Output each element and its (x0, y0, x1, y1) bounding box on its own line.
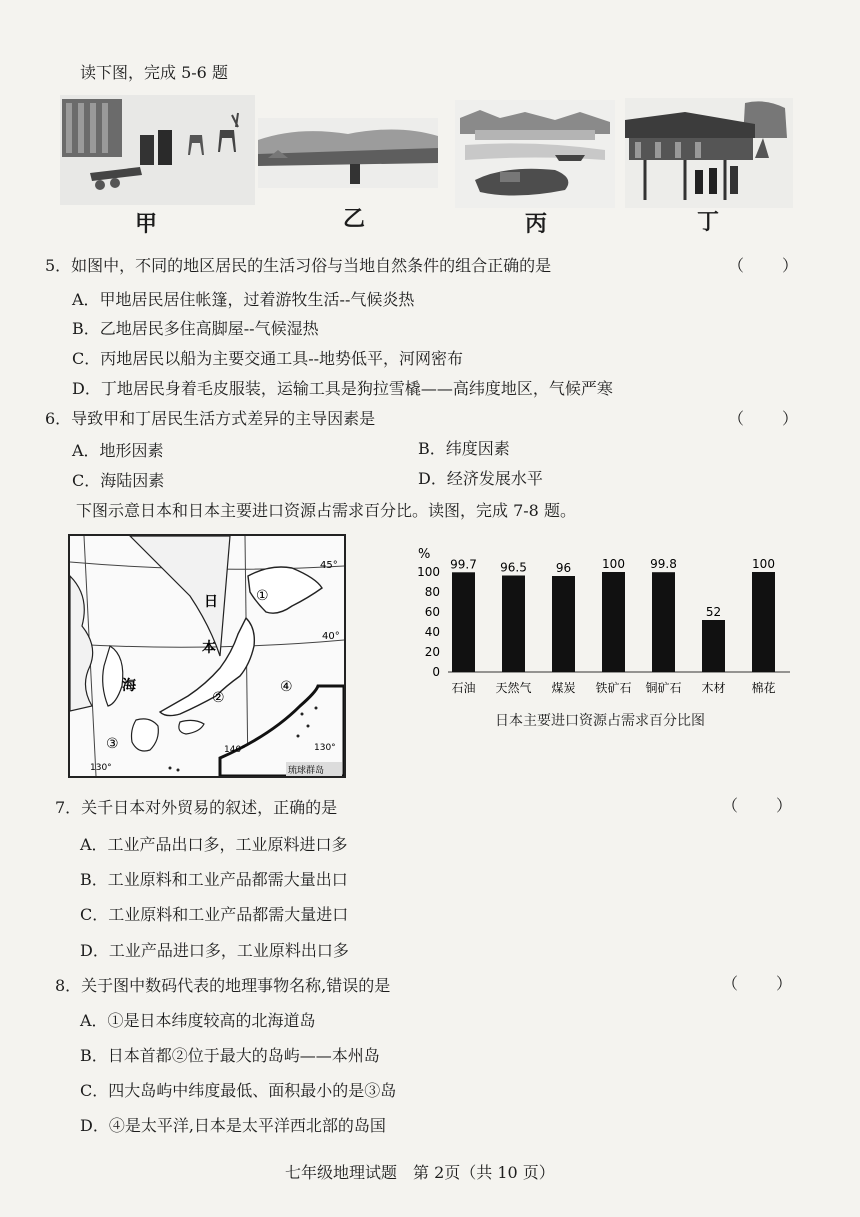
chart-y-ticks (417, 565, 440, 679)
chart-value-label: 99.7 (450, 557, 477, 572)
map-inset-label: 琉球群岛 (288, 766, 325, 776)
chart-ytick-label: 0 (432, 665, 440, 679)
chart-value-label: 96 (555, 561, 572, 575)
label-ding: 丁 (697, 210, 720, 235)
label-bing: 丙 (525, 212, 548, 237)
chart-ytick-label: 80 (424, 585, 440, 599)
lon-label-130-inset: 130° (314, 743, 336, 753)
lon-label-130: 130° (90, 763, 112, 773)
chart-bar-棉花 (752, 572, 775, 672)
photo-bing-river-boats (455, 100, 615, 208)
chart-category-label: 铁矿石 (595, 681, 632, 695)
q5-stem: 5．如图中，不同的地区居民的生活习俗与当地自然条件的组合正确的是 (45, 256, 552, 275)
q8-answer-blank[interactable]: （ ） (722, 974, 795, 993)
q5-option-c: C．丙地居民以船为主要交通工具--地势低平，河网密布 (72, 349, 464, 368)
photo-ding-stilt-house (625, 98, 793, 208)
chart-bar-天然气 (502, 576, 525, 673)
import-bar-chart (400, 540, 800, 705)
chart-category-label: 煤炭 (551, 681, 576, 695)
chart-category-label: 天然气 (495, 681, 532, 695)
lat-label-45: 45° (320, 560, 338, 571)
map-num-1: ① (256, 588, 269, 604)
q7-option-c: C．工业原料和工业产品都需大量进口 (80, 905, 349, 924)
chart-value-label: 99.8 (650, 557, 677, 572)
map-num-4: ④ (280, 679, 293, 695)
photo-yi-grassland (258, 118, 438, 188)
q8-stem: 8．关于图中数码代表的地理事物名称,错误的是 (55, 976, 391, 995)
q6-option-c: C．海陆因素 (72, 471, 165, 490)
chart-ylabel: % (418, 547, 431, 562)
label-jia: 甲 (135, 212, 158, 237)
map-char-ben: 本 (202, 640, 216, 656)
chart-ytick-label: 20 (424, 645, 440, 659)
map-num-3: ③ (106, 736, 119, 752)
intro-7-8: 下图示意日本和日本主要进口资源占需求百分比。读图，完成 7-8 题。 (76, 501, 576, 520)
chart-caption: 日本主要进口资源占需求百分比图 (495, 713, 705, 729)
lat-label-40: 40° (322, 631, 340, 642)
q7-option-d: D．工业产品进口多，工业原料出口多 (80, 941, 349, 960)
chart-x-labels (451, 680, 775, 695)
chart-value-label: 52 (705, 605, 722, 619)
map-char-hai: 海 (122, 678, 136, 694)
chart-value-label: 100 (752, 557, 775, 571)
q7-stem: 7．关千日本对外贸易的叙述，正确的是 (55, 798, 338, 817)
chart-category-label: 木材 (701, 681, 726, 695)
chart-bar-铁矿石 (602, 572, 625, 672)
q8-option-a: A．①是日本纬度较高的北海道岛 (80, 1011, 316, 1030)
chart-category-label: 棉花 (751, 681, 776, 695)
q7-option-b: B．工业原料和工业产品都需大量出口 (80, 870, 348, 889)
q7-option-a: A．工业产品出口多，工业原料进口多 (80, 835, 348, 854)
q6-stem: 6．导致甲和丁居民生活方式差异的主导因素是 (45, 409, 376, 428)
q5-option-d: D．丁地居民身着毛皮服装，运输工具是狗拉雪橇——高纬度地区，气候严寒 (72, 379, 613, 398)
q7-answer-blank[interactable]: （ ） (722, 796, 795, 815)
chart-category-label: 石油 (451, 681, 476, 695)
chart-bar-石油 (452, 572, 475, 672)
chart-ytick-label: 100 (417, 565, 440, 579)
lon-label-140: 140° (224, 745, 246, 755)
intro-5-6: 读下图，完成 5-6 题 (80, 63, 228, 82)
q6-option-a: A．地形因素 (72, 441, 164, 460)
chart-bar-木材 (702, 620, 725, 672)
q6-option-b: B．纬度因素 (418, 439, 510, 458)
chart-bar-铜矿石 (652, 572, 675, 672)
label-yi: 乙 (343, 207, 366, 232)
chart-bars (452, 572, 775, 672)
chart-ytick-label: 60 (424, 605, 440, 619)
q5-option-b: B．乙地居民多住高脚屋--气候湿热 (72, 319, 319, 338)
chart-ytick-label: 40 (424, 625, 440, 639)
q8-option-c: C．四大岛屿中纬度最低、面积最小的是③岛 (80, 1081, 397, 1100)
page-footer: 七年级地理试题 第 2页（共 10 页） (285, 1163, 555, 1182)
chart-value-label: 100 (602, 557, 625, 571)
q6-answer-blank[interactable]: （ ） (728, 409, 801, 428)
q5-option-a: A．甲地居民居住帐篷，过着游牧生活--气候炎热 (72, 290, 415, 309)
map-num-2: ② (212, 690, 225, 706)
chart-value-label: 96.5 (500, 560, 527, 575)
photo-jia-snow-sled (60, 95, 255, 205)
map-char-ri: 日 (204, 594, 218, 610)
chart-category-label: 铜矿石 (645, 681, 682, 695)
chart-bar-煤炭 (552, 576, 575, 672)
q8-option-b: B．日本首都②位于最大的岛屿——本州岛 (80, 1046, 380, 1065)
q5-answer-blank[interactable]: （ ） (728, 256, 801, 275)
japan-map-drawing (70, 536, 344, 776)
q8-option-d: D．④是太平洋,日本是太平洋西北部的岛国 (80, 1116, 386, 1135)
q6-option-d: D．经济发展水平 (418, 469, 543, 488)
japan-map (68, 534, 346, 778)
